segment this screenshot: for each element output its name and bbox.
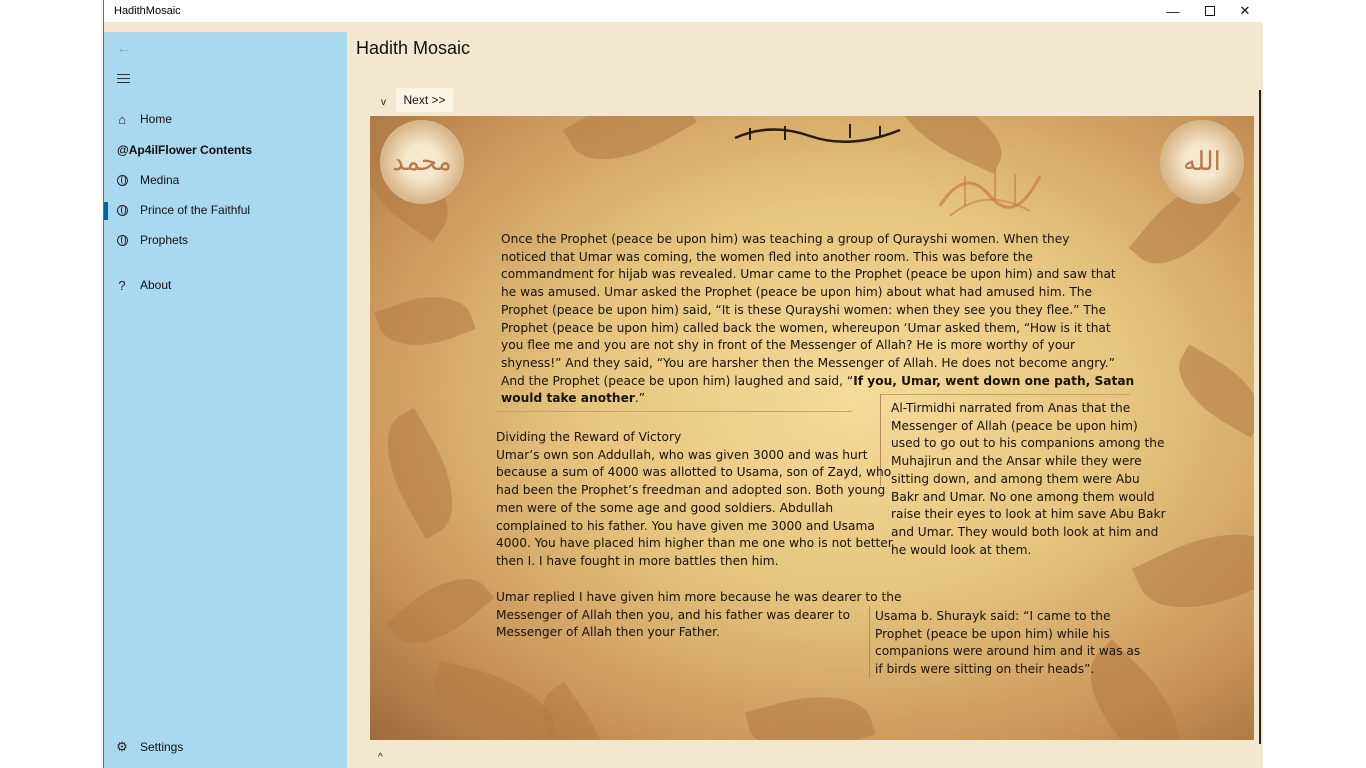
sidebar-item-label: Medina xyxy=(140,173,180,187)
decorative-calligraphy xyxy=(935,156,1045,224)
expand-chevron-icon[interactable]: ^ xyxy=(378,752,383,763)
app-title: HadithMosaic xyxy=(114,5,181,17)
hamburger-menu-icon[interactable] xyxy=(117,74,130,86)
next-button[interactable]: Next >> xyxy=(396,88,453,112)
sidebar-item-label: Prince of the Faithful xyxy=(140,203,251,217)
globe-icon xyxy=(117,205,128,216)
paragraph-umar-qurayshi: Once the Prophet (peace be upon him) was teaching a group of Qurayshi women. When they noticed that Umar was coming, the women fled into another room. This was before the commandment for hijab was revealed. Umar came to the Prophet (peace be upon him) and saw that he was amused. Umar asked the Prophet (peace be upon him) about what had amused him. The Prophet (peace be upon him) said, “It is these Qurayshi women: when they see you they flee.” The Prophet (peace be upon him) called back the women, whereupon ‘Umar asked them, “How is it that you flee me and you are not shy in front of the Messenger of Allah? He is more worthy of your shyness!” And they said, “You are harsher then the Messenger of Allah. He does not become angry.” And the Prophet (peace be upon him) laughed and said, “If you, Umar, went down one path, Satan would take another.” xyxy=(501,232,1135,406)
sidebar-item-label: Prophets xyxy=(140,233,189,247)
close-button[interactable]: ✕ xyxy=(1239,3,1251,18)
allah-calligraphy-medallion: الله xyxy=(1160,120,1244,204)
globe-icon xyxy=(117,235,128,246)
sidebar-item-label: Settings xyxy=(140,740,184,754)
hadith-parchment-image xyxy=(370,116,1254,740)
title-bar xyxy=(104,0,1263,22)
sidebar xyxy=(104,32,347,768)
paragraph-tirmidhi: Al-Tirmidhi narrated from Anas that the Messenger of Allah (peace be upon him) used to go out to his companions among the Muhajirun and the Ansar while they were sitting down, and among them were Abu Bakr and Umar. No one among them would raise their eyes to look at him save Abu Bakr and Umar. They would both look at him and he would look at them. xyxy=(891,401,1166,557)
maximize-button[interactable] xyxy=(1193,0,1227,22)
divider xyxy=(496,411,852,412)
contents-header: @Ap4ilFlower Contents xyxy=(117,143,253,157)
gear-icon: ⚙ xyxy=(116,739,128,754)
maximize-icon xyxy=(1205,6,1215,16)
paragraph-usama: Usama b. Shurayk said: “I came to the Prophet (peace be upon him) while his companions were around him and it was as if birds were sitting on their heads”. xyxy=(875,609,1141,677)
sidebar-item-settings[interactable] xyxy=(104,733,347,761)
page-title: Hadith Mosaic xyxy=(356,38,471,58)
sidebar-item-medina[interactable] xyxy=(104,166,347,194)
home-icon: ⌂ xyxy=(118,111,126,127)
minimize-button[interactable]: — xyxy=(1166,3,1180,19)
sidebar-item-label: Home xyxy=(140,112,173,126)
section-heading: Dividing the Reward of Victory xyxy=(496,430,682,444)
divider xyxy=(880,394,1130,395)
scrollbar[interactable] xyxy=(1259,90,1261,744)
paragraph-dividing-reward: Dividing the Reward of Victory Umar’s own son Addullah, who was given 3000 and was hurt because a sum of 4000 was allotted to Usama, son of Zayd, who had been the Prophet’s freedman and adopted son. Both young men were of the some age and good soldiers. Abdullah complained to his father. You have given me 3000 and Usama 4000. You have placed him higher than me one who is not better then I. I have fought in more battles then him. xyxy=(496,430,893,568)
sidebar-item-label: About xyxy=(140,278,172,292)
sidebar-item-home[interactable] xyxy=(104,105,347,133)
question-icon: ? xyxy=(118,277,126,293)
globe-icon xyxy=(117,175,128,186)
app-window xyxy=(103,0,1263,768)
back-arrow-icon[interactable]: ← xyxy=(116,40,132,57)
paragraph-umar-reply: Umar replied I have given him more because he was dearer to the Messenger of Allah then you, and his father was dearer to Messenger of Allah then your Father. xyxy=(496,590,902,640)
collapse-chevron-icon[interactable]: v xyxy=(381,97,386,108)
bismillah-calligraphy xyxy=(730,120,910,146)
sidebar-item-about[interactable] xyxy=(104,271,347,299)
sidebar-item-prophets[interactable] xyxy=(104,226,347,254)
sidebar-item-prince-of-the-faithful[interactable] xyxy=(104,196,347,224)
muhammad-calligraphy-medallion: محمد xyxy=(380,120,464,204)
